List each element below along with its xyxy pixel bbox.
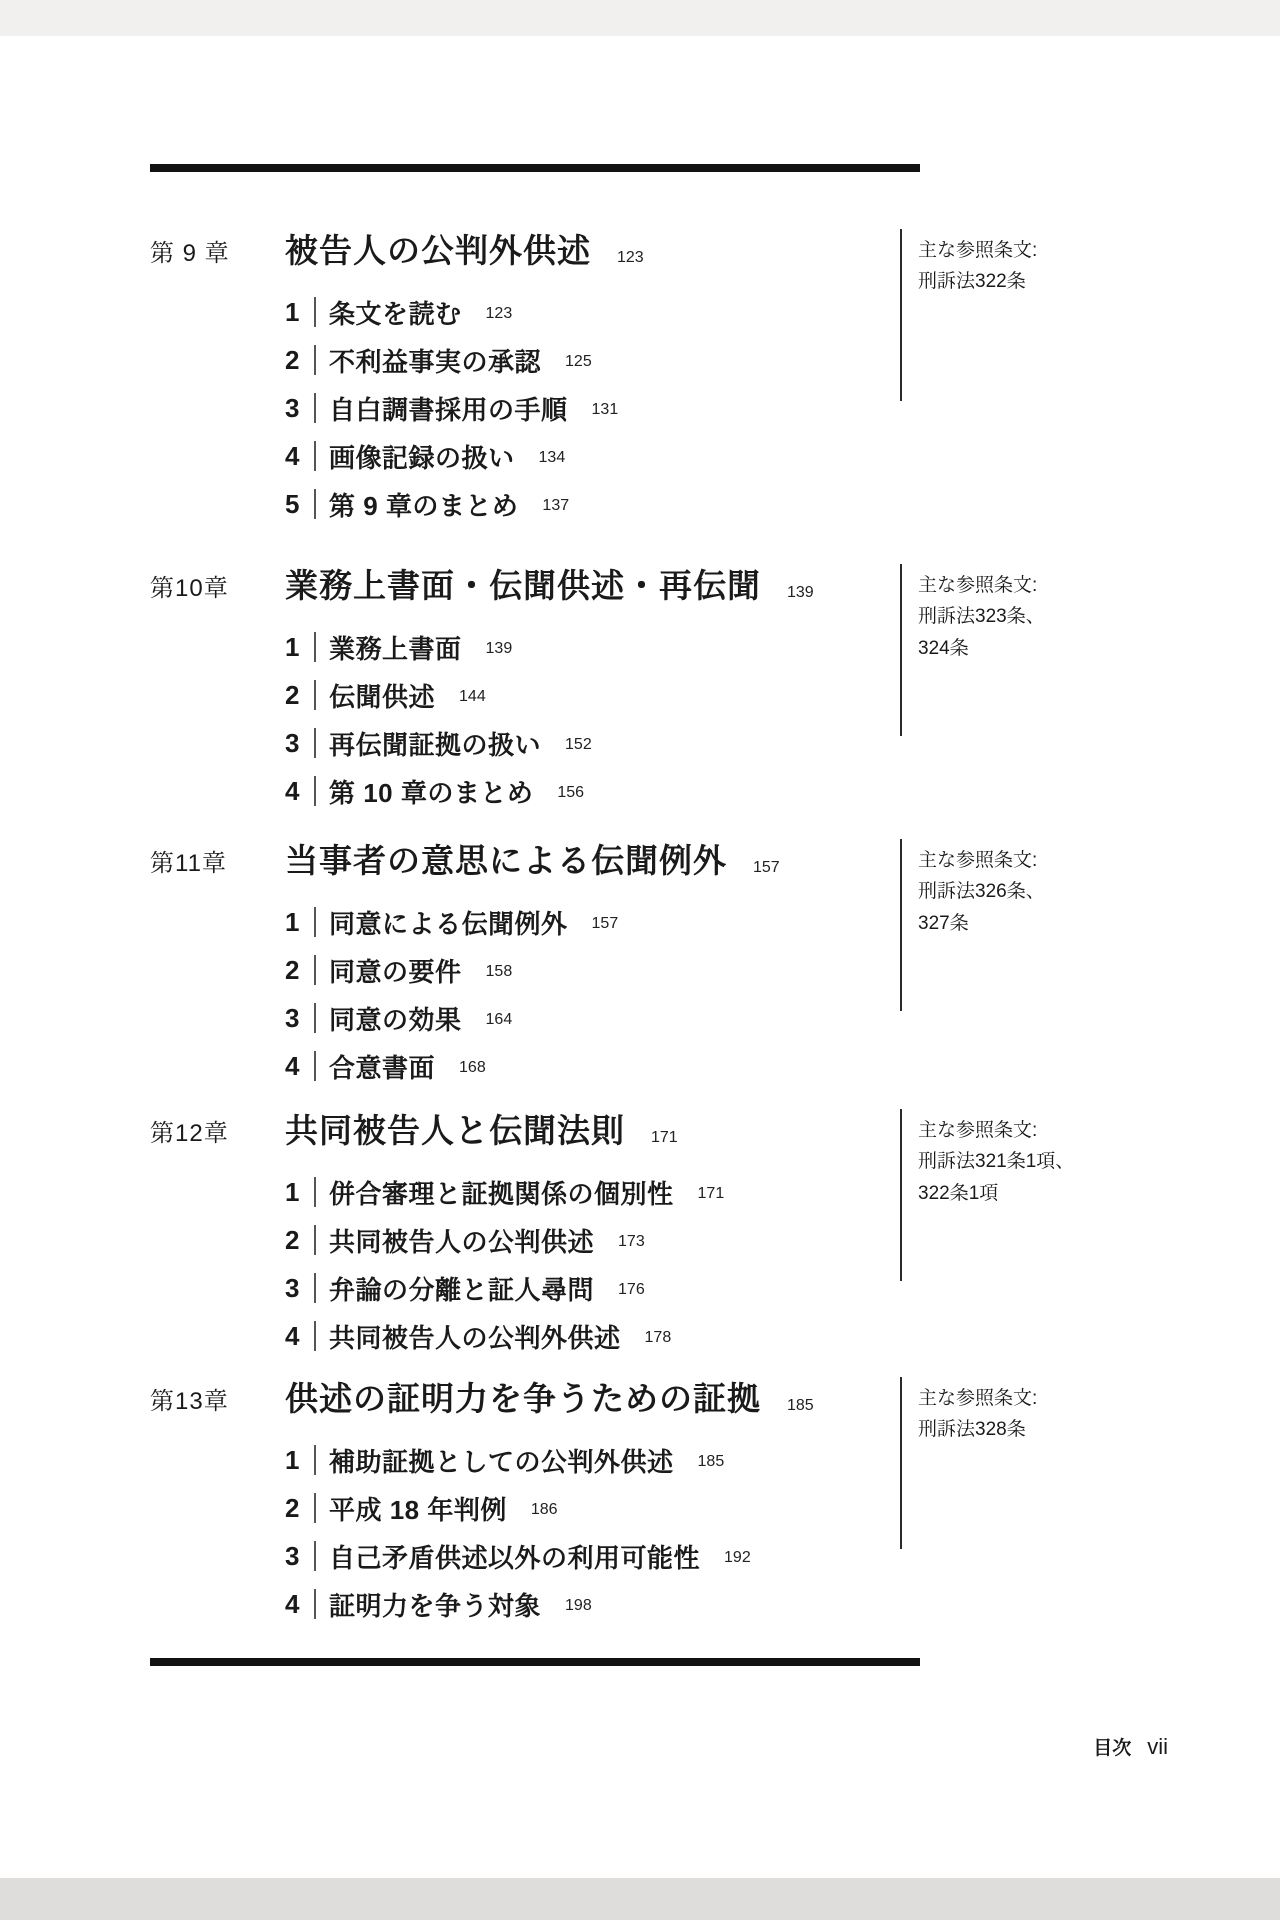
toc-section-row <box>285 671 895 719</box>
section-divider-bar <box>314 1225 316 1255</box>
reference-note-line: 刑訴法322条 <box>918 271 1026 293</box>
section-divider-bar <box>314 1177 316 1207</box>
toc-section-row <box>285 1042 895 1090</box>
section-divider-bar <box>314 345 316 375</box>
section-page-number: 185 <box>697 1453 725 1470</box>
section-title: 同意の要件 <box>329 956 462 987</box>
toc-section-row <box>285 1312 895 1360</box>
section-number: 3 <box>285 1002 300 1033</box>
reference-note-line: 327条 <box>918 912 969 934</box>
section-page-number: 157 <box>591 915 619 932</box>
reference-note-label: 主な参照条文: <box>918 850 1038 871</box>
toc-section-row <box>285 1264 895 1312</box>
section-number: 5 <box>285 488 300 519</box>
toc-section-row <box>285 336 895 384</box>
section-page-number: 139 <box>485 640 513 657</box>
section-divider-bar <box>314 728 316 758</box>
section-title: 併合審理と証拠関係の個別性 <box>329 1178 674 1209</box>
toc-section-row <box>285 1532 895 1580</box>
toc-section-row <box>285 767 895 815</box>
section-divider-bar <box>314 489 316 519</box>
section-page-number: 171 <box>697 1185 725 1202</box>
section-title: 平成 18 年判例 <box>329 1494 507 1525</box>
chapter-number-label: 第 9 章 <box>150 240 230 267</box>
section-title: 不利益事実の承認 <box>329 346 542 377</box>
section-page-number: 123 <box>485 305 513 322</box>
reference-note-label: 主な参照条文: <box>918 1388 1038 1409</box>
section-divider-bar <box>314 680 316 710</box>
section-divider-bar <box>314 1445 316 1475</box>
reference-note-label: 主な参照条文: <box>918 1120 1038 1141</box>
toc-section-row <box>285 719 895 767</box>
section-divider-bar <box>314 1493 316 1523</box>
section-divider-bar <box>314 1051 316 1081</box>
chapter-page-number: 157 <box>753 859 780 876</box>
section-number: 3 <box>285 1272 300 1303</box>
reference-note-line: 刑訴法321条1項、 <box>918 1151 1075 1173</box>
page-footer <box>1093 1733 1168 1760</box>
chapter-page-number: 123 <box>617 249 644 266</box>
section-divider-bar <box>314 1321 316 1351</box>
section-page-number: 176 <box>618 1281 645 1298</box>
section-number: 1 <box>285 906 300 937</box>
toc-section-row <box>285 432 895 480</box>
section-title: 共同被告人の公判供述 <box>329 1226 595 1257</box>
section-title: 第 9 章のまとめ <box>329 490 519 521</box>
section-number: 2 <box>285 679 300 710</box>
chapter-number-label: 第10章 <box>150 575 229 602</box>
section-number: 2 <box>285 344 300 375</box>
section-title: 自白調書採用の手順 <box>329 394 568 425</box>
section-number: 3 <box>285 1540 300 1571</box>
chapter-number-label: 第11章 <box>150 850 227 877</box>
reference-note-line: 刑訴法323条、 <box>918 606 1045 628</box>
section-title: 証明力を争う対象 <box>329 1590 542 1621</box>
section-title: 同意による伝聞例外 <box>329 908 568 939</box>
reference-note-label: 主な参照条文: <box>918 575 1038 596</box>
bottom-rule <box>150 1658 920 1666</box>
section-page-number: 164 <box>485 1011 513 1028</box>
section-number: 3 <box>285 727 300 758</box>
section-divider-bar <box>314 1003 316 1033</box>
toc-section-row <box>285 623 895 671</box>
section-title: 業務上書面 <box>329 633 462 664</box>
chapter-number-label: 第13章 <box>150 1388 229 1415</box>
reference-note-line: 刑訴法326条、 <box>918 881 1045 903</box>
section-title: 画像記録の扱い <box>329 442 515 473</box>
page-top-edge <box>0 0 1280 36</box>
reference-statutes-note <box>900 839 1130 1011</box>
toc-section-row <box>285 1436 895 1484</box>
section-page-number: 178 <box>644 1329 672 1346</box>
section-divider-bar <box>314 632 316 662</box>
toc-section-row <box>285 946 895 994</box>
section-number: 2 <box>285 1224 300 1255</box>
section-divider-bar <box>314 1541 316 1571</box>
chapter-number-label: 第12章 <box>150 1120 229 1147</box>
section-divider-bar <box>314 955 316 985</box>
section-page-number: 137 <box>542 497 570 514</box>
section-title: 共同被告人の公判外供述 <box>329 1322 621 1353</box>
reference-statutes-note <box>900 564 1130 736</box>
section-title: 弁論の分離と証人尋問 <box>329 1274 595 1305</box>
chapter-title: 被告人の公判外供述 <box>285 232 591 269</box>
section-page-number: 156 <box>557 784 585 801</box>
reference-note-label: 主な参照条文: <box>918 240 1038 261</box>
toc-section-row <box>285 1216 895 1264</box>
section-page-number: 186 <box>530 1501 558 1518</box>
section-title: 同意の効果 <box>329 1004 462 1035</box>
chapter-title: 供述の証明力を争うための証拠 <box>285 1380 761 1417</box>
page-bottom-edge <box>0 1878 1280 1920</box>
section-divider-bar <box>314 776 316 806</box>
section-title: 条文を読む <box>329 298 462 329</box>
section-page-number: 168 <box>459 1059 486 1076</box>
section-number: 1 <box>285 296 300 327</box>
toc-section-row <box>285 898 895 946</box>
section-number: 4 <box>285 440 300 471</box>
section-divider-bar <box>314 297 316 327</box>
toc-section-row <box>285 994 895 1042</box>
section-title: 補助証拠としての公判外供述 <box>329 1446 674 1477</box>
section-divider-bar <box>314 907 316 937</box>
section-title: 再伝聞証拠の扱い <box>329 729 542 760</box>
toc-section-row <box>285 1580 895 1628</box>
section-title: 伝聞供述 <box>329 681 436 712</box>
chapter-title: 共同被告人と伝聞法則 <box>285 1112 625 1149</box>
chapter-page-number: 139 <box>787 584 814 601</box>
section-divider-bar <box>314 1589 316 1619</box>
toc-section-row <box>285 384 895 432</box>
section-page-number: 131 <box>591 401 619 418</box>
section-title: 自己矛盾供述以外の利用可能性 <box>329 1542 701 1573</box>
reference-statutes-note <box>900 1109 1130 1281</box>
reference-statutes-note <box>900 1377 1130 1549</box>
chapter-page-number: 171 <box>651 1129 678 1146</box>
section-number: 2 <box>285 954 300 985</box>
reference-note-line: 324条 <box>918 637 969 659</box>
chapter-page-number: 185 <box>787 1397 814 1414</box>
section-page-number: 134 <box>538 449 566 466</box>
section-number: 1 <box>285 1444 300 1475</box>
section-divider-bar <box>314 1273 316 1303</box>
section-number: 4 <box>285 1588 300 1619</box>
section-page-number: 152 <box>565 736 592 753</box>
toc-section-row <box>285 288 895 336</box>
top-rule <box>150 164 920 172</box>
section-number: 4 <box>285 775 300 806</box>
section-page-number: 125 <box>565 353 592 370</box>
section-page-number: 192 <box>724 1549 751 1566</box>
reference-note-line: 刑訴法328条 <box>918 1419 1026 1441</box>
section-number: 2 <box>285 1492 300 1523</box>
footer-toc-label: 目次 <box>1093 1738 1132 1759</box>
reference-statutes-note <box>900 229 1130 401</box>
section-divider-bar <box>314 441 316 471</box>
section-number: 3 <box>285 392 300 423</box>
footer-page-number: vii <box>1147 1734 1168 1759</box>
section-page-number: 173 <box>618 1233 645 1250</box>
toc-section-row <box>285 480 895 528</box>
chapter-title: 当事者の意思による伝聞例外 <box>285 842 727 879</box>
section-divider-bar <box>314 393 316 423</box>
reference-note-line: 322条1項 <box>918 1182 999 1204</box>
section-number: 4 <box>285 1320 300 1351</box>
section-page-number: 198 <box>565 1597 592 1614</box>
toc-section-row <box>285 1484 895 1532</box>
section-page-number: 144 <box>459 688 486 705</box>
section-title: 第 10 章のまとめ <box>329 777 534 808</box>
section-number: 4 <box>285 1050 300 1081</box>
chapter-title: 業務上書面・伝聞供述・再伝聞 <box>285 567 761 604</box>
toc-section-row <box>285 1168 895 1216</box>
section-number: 1 <box>285 1176 300 1207</box>
section-number: 1 <box>285 631 300 662</box>
section-page-number: 158 <box>485 963 513 980</box>
section-title: 合意書面 <box>329 1052 436 1083</box>
